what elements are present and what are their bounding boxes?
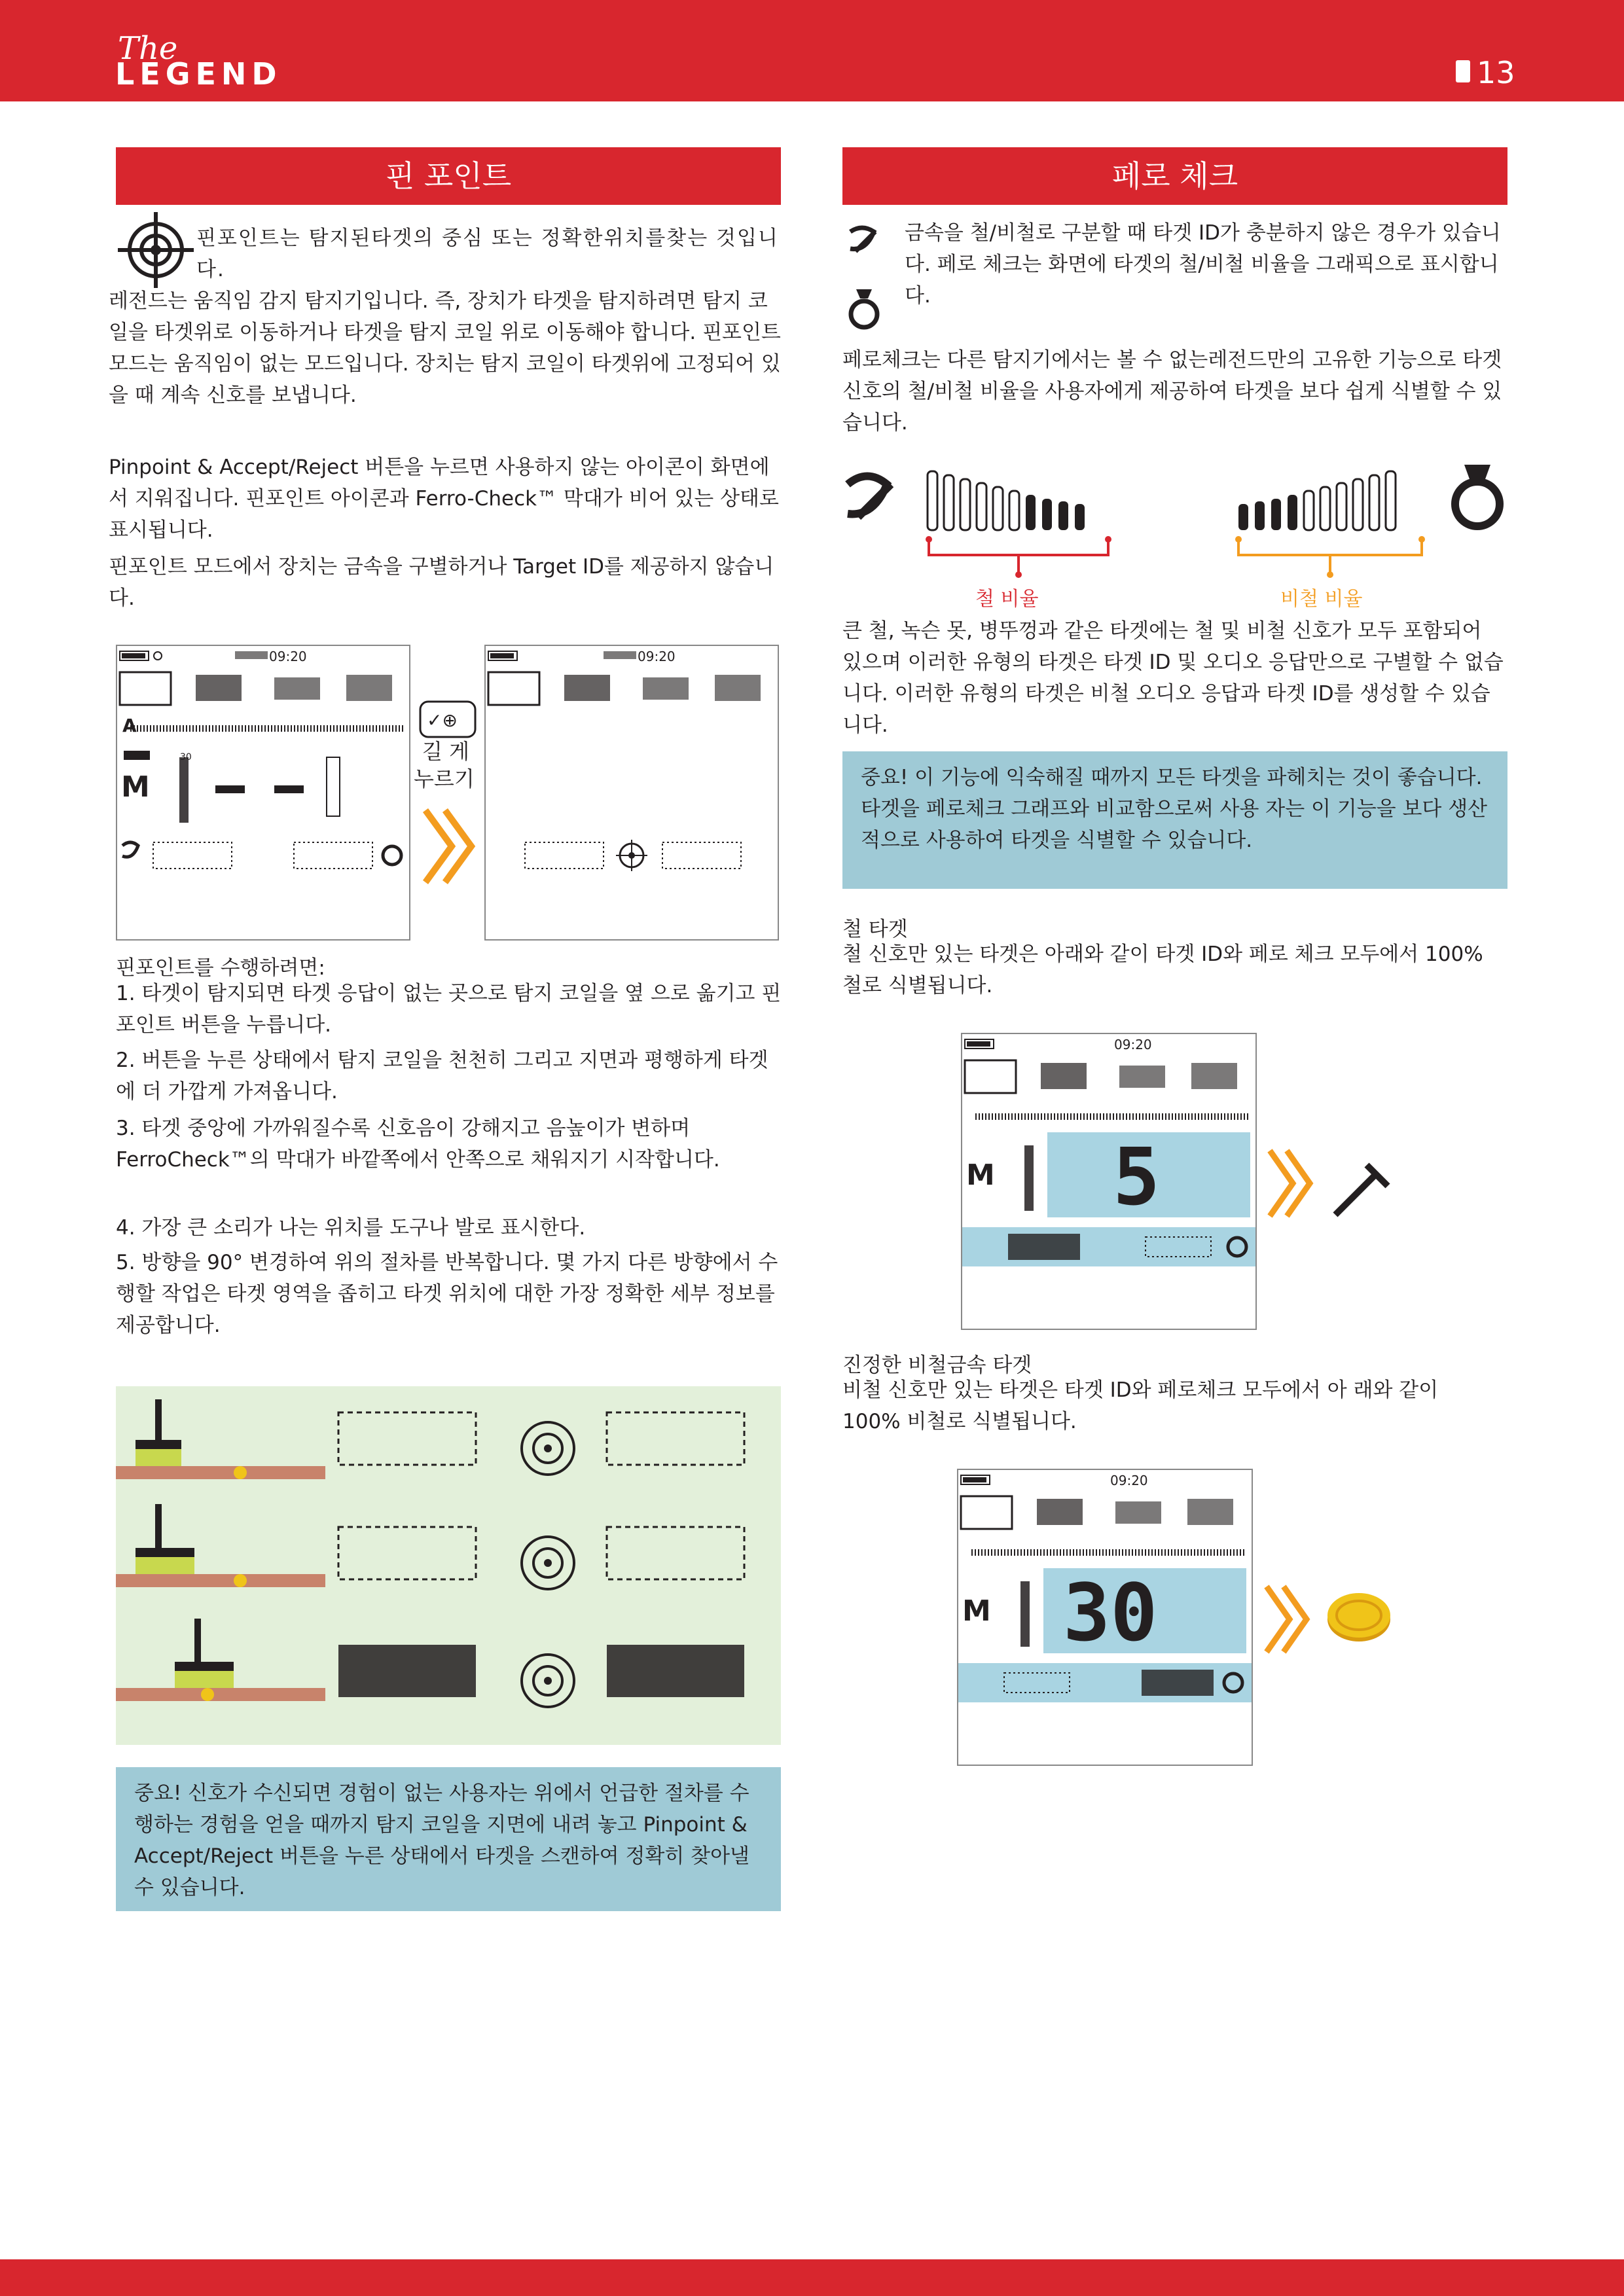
ring-icon xyxy=(844,283,884,335)
pinpoint-icon xyxy=(117,211,195,289)
lcd-screen-pinpoint xyxy=(484,645,779,941)
nonferrous-target-text: 비철 신호만 있는 타겟은 타겟 ID와 페로체크 모두에서 아 래와 같이 100% 비철로 식별됩니다. xyxy=(842,1378,1439,1433)
lcd-target-id-iron: 5 xyxy=(1113,1132,1161,1223)
ferrous-ratio-label: 철 비율 xyxy=(975,588,1039,611)
ferrocheck-para-2: 큰 철, 녹슨 못, 병뚜껑과 같은 타겟에는 철 및 비철 신호가 모두 포함되어 있으며 이러한 유형의 타겟은 타겟 ID 및 오디오 응답만으로 구별할 수 없습니다. 이러한 유형의 타겟은 비철 오디오 응답과 타겟 ID를 생성할 수 있습니다. xyxy=(842,619,1504,737)
pinpoint-para-3: 핀포인트 모드에서 장치는 금속을 구별하거나 Target ID를 제공하지 않습니다. xyxy=(109,555,774,610)
page-number: 13 xyxy=(1477,55,1515,90)
logo-script: The xyxy=(118,30,178,67)
svg-text:✓⊕: ✓⊕ xyxy=(427,709,458,731)
lcd-screen-normal xyxy=(116,645,410,941)
section-heading-ferrocheck: 페로 체크 xyxy=(842,147,1507,205)
steps-title: 핀포인트를 수행하려면: xyxy=(116,956,325,980)
step-3: 3. 타겟 중앙에 가까워질수록 신호음이 강해지고 음높이가 변하며 FerroCheck™의 막대가 바깥쪽에서 안쪽으로 채워지기 시작합니다. xyxy=(116,1117,720,1172)
lcd-screen-iron-graphic xyxy=(962,1034,1255,1329)
lcd-screen-normal-graphic xyxy=(117,646,409,939)
lcd-time-nonferrous: 09:20 xyxy=(1110,1473,1148,1488)
lcd-time-2: 09:20 xyxy=(638,649,676,664)
pinpoint-para-2: Pinpoint & Accept/Reject 버튼을 누르면 사용하지 않는 아이콘이 화면에서 지워집니다. 핀포인트 아이콘과 Ferro-Check™ 막대가 비어 있는 상태로 표시됩니다. xyxy=(109,456,779,542)
lcd-mode-iron: M xyxy=(966,1158,995,1192)
nonferrous-ratio-label: 비철 비율 xyxy=(1280,588,1363,611)
step-2: 2. 버튼을 누른 상태에서 탐지 코일을 천천히 그리고 지면과 평행하게 타겟에 더 가깝게 가져옵니다. xyxy=(116,1049,768,1103)
long-press-label-2: 누르기 xyxy=(414,766,475,791)
footer-bar xyxy=(0,2259,1624,2296)
lcd-ruler-a: A xyxy=(122,715,137,736)
lcd-screen-nonferrous xyxy=(957,1469,1253,1766)
section-heading-pinpoint: 핀 포인트 xyxy=(116,147,781,205)
iron-target-title: 철 타겟 xyxy=(842,918,908,941)
step-4: 4. 가장 큰 소리가 나는 위치를 도구나 발로 표시한다. xyxy=(116,1216,586,1240)
lcd-mode: M xyxy=(121,770,150,804)
pinpoint-button-icon xyxy=(419,700,477,738)
ferrocheck-intro: 금속을 철/비철로 구분할 때 타겟 ID가 충분하지 않은 경우가 있습니다. 페로 체크는 화면에 타겟의 철/비철 비율을 그래픽으로 표시합니다. xyxy=(905,221,1501,308)
step-5: 5. 방향을 90° 변경하여 위의 절차를 반복합니다. 몇 가지 다른 방향에서 수행할 작업은 타겟 영역을 좁히고 타겟 위치에 대한 가장 정확한 세부 정보를 제공합니다. xyxy=(116,1251,778,1337)
ferrous-icon xyxy=(842,223,888,268)
nail-icon xyxy=(1329,1156,1394,1221)
chevron-right-icon-iron xyxy=(1263,1144,1316,1223)
long-press-label-1: 길 게 xyxy=(422,739,469,764)
lcd-depth: 30 xyxy=(180,752,192,762)
pinpoint-illustration-graphic xyxy=(116,1386,781,1745)
page-icon xyxy=(1456,60,1470,82)
step-1: 1. 타겟이 탐지되면 타겟 응답이 없는 곳으로 탐지 코일을 옆 으로 옮기고 핀포인트 버튼을 누릅니다. xyxy=(116,982,782,1037)
lcd-time-iron: 09:20 xyxy=(1114,1037,1152,1052)
lcd-time: 09:20 xyxy=(269,649,307,664)
lcd-target-id-nonferrous: 30 xyxy=(1063,1568,1158,1659)
logo-wordmark: LEGEND xyxy=(115,56,282,92)
ferrocheck-para-1: 페로체크는 다른 탐지기에서는 볼 수 없는레전드만의 고유한 기능으로 타겟신호의 철/비철 비율을 사용자에게 제공하여 타겟을 보다 쉽게 식별할 수 있습니다. xyxy=(842,348,1502,435)
iron-target-text: 철 신호만 있는 타겟은 아래와 같이 타겟 ID와 페로 체크 모두에서 100% 철로 식별됩니다. xyxy=(842,942,1483,997)
chevron-right-icon xyxy=(419,804,478,889)
lcd-screen-pinpoint-graphic xyxy=(486,646,778,939)
lcd-screen-iron xyxy=(961,1033,1257,1330)
ferrocheck-ratio-diagram xyxy=(842,458,1507,615)
pinpoint-important-note: 중요! 신호가 수신되면 경험이 없는 사용자는 위에서 언급한 절차를 수행하는 경험을 얻을 때까지 탐지 코일을 지면에 내려 놓고 Pinpoint & Accept/Reject 버튼을 누른 상태에서 타겟을 스캔하여 정확히 찾아낼 수 있습니다. xyxy=(116,1767,781,1911)
coin-icon xyxy=(1325,1587,1393,1645)
pinpoint-illustration xyxy=(116,1386,781,1745)
pinpoint-intro: 핀포인트는 탐지된타겟의 중심 또는 정확한위치를찾는 것입니다. xyxy=(196,226,779,281)
lcd-mode-nonferrous: M xyxy=(962,1594,991,1628)
ferrocheck-important-note: 중요! 이 기능에 익숙해질 때까지 모든 타겟을 파헤치는 것이 좋습니다. 타겟을 페로체크 그래프와 비교함으로써 사용 자는 이 기능을 보다 생산적으로 사용하여 타겟을 식별할 수 있습니다. xyxy=(842,751,1507,889)
chevron-right-icon-nonferrous xyxy=(1260,1580,1312,1659)
pinpoint-para-1: 레전드는 움직임 감지 탐지기입니다. 즉, 장치가 타겟을 탐지하려면 탐지 코일을 타겟위로 이동하거나 타겟을 탐지 코일 위로 이동해야 합니다. 핀포인트 모드는 움직임이 없는 모드입니다. 장치는 탐지 코일이 타겟위에 고정되어 있을 때 계속 신호를 보냅니다. xyxy=(109,289,781,407)
nonferrous-target-title: 진정한 비철금속 타겟 xyxy=(842,1354,1032,1377)
